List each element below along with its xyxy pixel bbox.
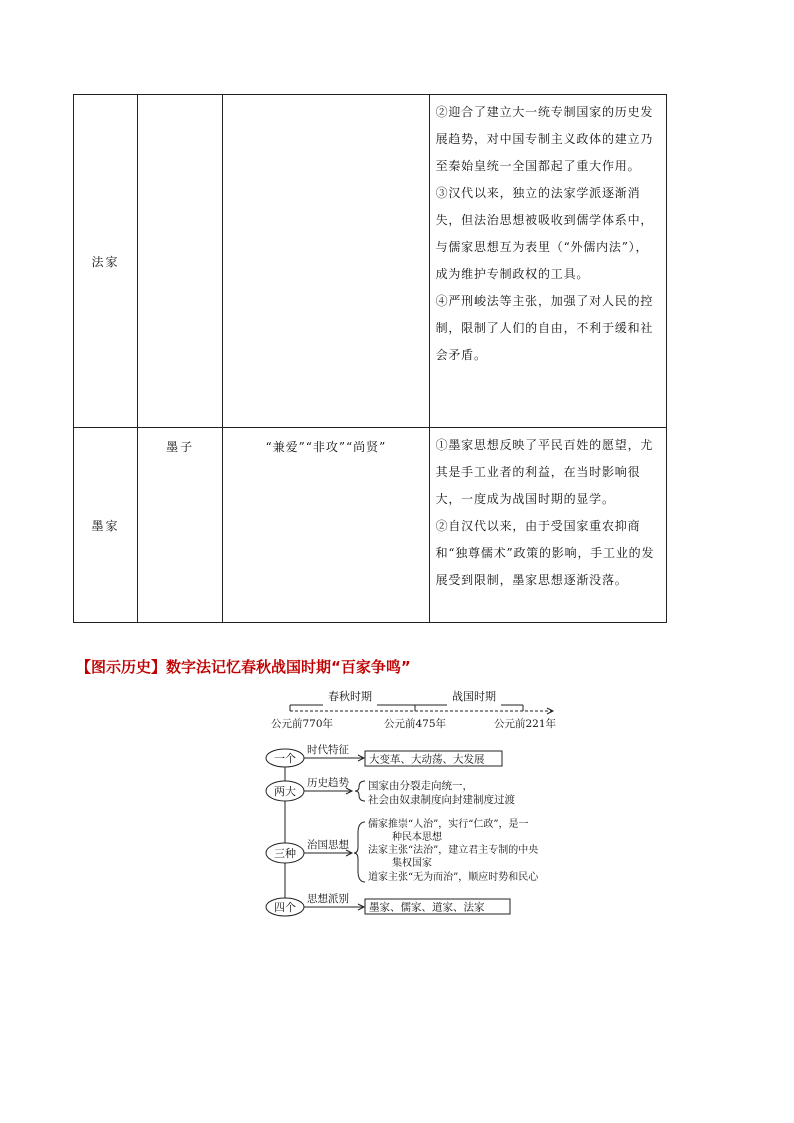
brace (355, 781, 365, 801)
node-label: 两大 (274, 785, 296, 798)
content-text: 墨家、儒家、道家、法家 (369, 901, 485, 914)
brace (354, 822, 365, 882)
content-line: 法家主张“法治”，建立君主专制的中央 (368, 845, 539, 856)
content-line: 集权国家 (392, 858, 432, 869)
content-line: 社会由奴隶制度向封建制度过渡 (368, 794, 515, 806)
content-text: 大变革、大动荡、大发展 (369, 753, 485, 766)
timeline (290, 705, 553, 714)
category-label: 时代特征 (307, 744, 349, 756)
evaluation-cell (429, 428, 666, 623)
section-heading: 【图示历史】数字法记忆春秋战国时期“百家争鸣” (76, 658, 411, 676)
idea-cell (223, 95, 429, 428)
school-cell: 墨家 (74, 428, 138, 623)
evaluation-item: ②迎合了建立大一统专制国家的历史发展趋势，对中国专制主义政体的建立乃至秦始皇统一全国都起了重大作用。 (435, 105, 654, 173)
table-row (74, 428, 667, 623)
date-label: 公元前221年 (493, 718, 557, 730)
hundred-schools-diagram (255, 685, 575, 920)
period-label: 春秋时期 (328, 690, 372, 703)
content-line: 国家由分裂走向统一， (368, 780, 473, 792)
content-line: 道家主张“无为而治”，顺应时势和民心 (368, 872, 539, 883)
evaluation-item: ④严刑峻法等主张，加强了对人民的控制，限制了人们的自由，不利于缓和社会矛盾。 (435, 294, 654, 362)
category-label: 治国思想 (307, 839, 349, 851)
school-cell: 法家 (74, 95, 138, 428)
person-cell (138, 95, 223, 428)
evaluation-item: ③汉代以来，独立的法家学派逐渐消失，但法治思想被吸收到儒学体系中，与儒家思想互为表里（“外儒内法”），成为维护专制政权的工具。 (435, 186, 654, 281)
content-line: 种民本思想 (392, 832, 442, 843)
date-label: 公元前475年 (383, 718, 447, 730)
node-label: 三种 (274, 847, 296, 860)
category-label: 思想派别 (307, 893, 349, 905)
schools-table (73, 94, 667, 623)
idea-cell: “兼爱”“非攻”“尚贤” (223, 428, 429, 623)
evaluation-cell (429, 95, 666, 428)
evaluation-item: ①墨家思想反映了平民百姓的愿望，尤其是手工业者的利益，在当时影响很大，一度成为战国时期的显学。 (435, 438, 654, 506)
period-label: 战国时期 (452, 690, 496, 703)
node-label: 一个 (274, 752, 296, 765)
node-label: 四个 (274, 901, 296, 914)
person-cell: 墨子 (138, 428, 223, 623)
content-line: 儒家推崇“人治”，实行“仁政”，是一 (368, 819, 529, 830)
date-label: 公元前770年 (270, 718, 334, 730)
table-row (74, 95, 667, 428)
evaluation-item: ②自汉代以来，由于受国家重农抑商和“独尊儒术”政策的影响，手工业的发展受到限制，墨家思想逐渐没落。 (435, 519, 655, 587)
category-label: 历史趋势 (307, 777, 349, 789)
